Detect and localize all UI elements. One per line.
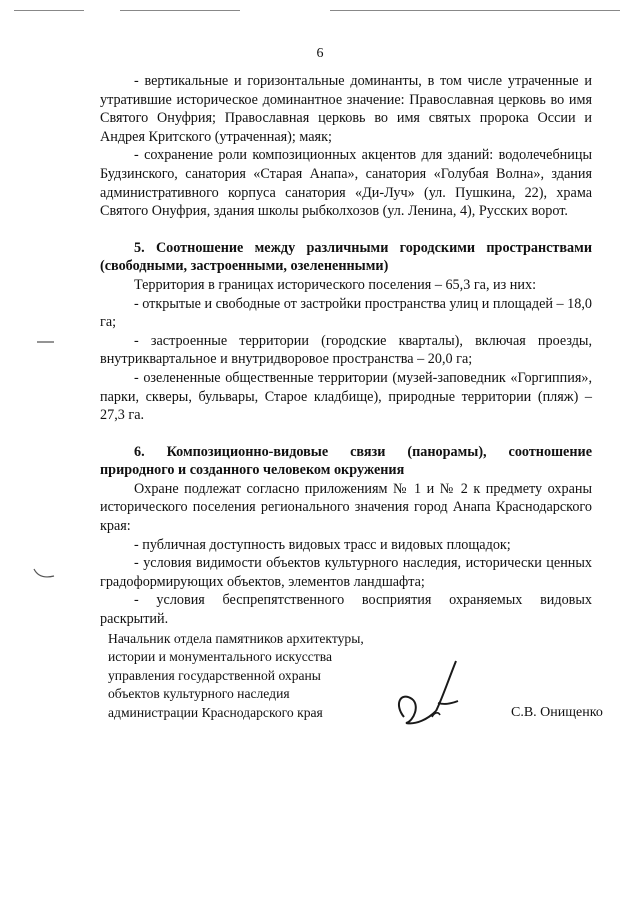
paragraph-built-areas: - застроенные территории (городские кварталы), включая проезды, внутриквартальное и внутридворовое пространства – 20,0 га; xyxy=(100,332,592,368)
paragraph-dominants: - вертикальные и горизонтальные доминанты, в том числе утраченные и утратившие историческое доминантное значение: Православная церковь во имя Святого Онуфрия; Православная церковь во имя святых пророка Оссии и Андрея Критского (утраченная); маяк; xyxy=(100,73,592,145)
signatory-name: С.В. Онищенко xyxy=(511,705,603,720)
paragraph-protection: Охране подлежат согласно приложениям № 1 и № 2 к предмету охраны исторического поселения регионального значения город Анапа Краснодарского края: xyxy=(100,480,592,535)
paragraph-visibility: - условия видимости объектов культурного наследия, исторически ценных градоформирующих объектов, элементов ландшафта; xyxy=(100,555,592,590)
scan-edge-line xyxy=(120,10,240,11)
handwritten-signature xyxy=(392,655,472,735)
signatory-line: истории и монументального искусства xyxy=(108,649,333,665)
page-number: 6 xyxy=(316,46,324,61)
scan-margin-mark xyxy=(32,566,56,580)
paragraph-green-areas: - озелененные общественные территории (музей-заповедник «Горгиппия», парки, скверы, бульвары, Старое кладбище), природные территории (пляж) – 27,3 га. xyxy=(100,369,592,424)
paragraph-perception: - условия беспрепятственного восприятия охраняемых видовых раскрытий. xyxy=(100,592,592,628)
paragraph-view-access: - публичная доступность видовых трасс и видовых площадок; xyxy=(134,536,511,553)
scan-edge-line xyxy=(14,10,84,11)
paragraph-territory: Территория в границах исторического поселения – 65,3 га, из них: xyxy=(134,276,537,293)
signatory-line: управления государственной охраны xyxy=(108,667,321,683)
section-heading-5: 5. Соотношение между различными городскими пространствами (свободными, застроенными, озелененными) xyxy=(100,239,592,275)
section-heading-6: 6. Композиционно-видовые связи (панорамы), соотношение природного и созданного человеком окружения xyxy=(100,443,592,479)
signatory-line: администрации Краснодарского края xyxy=(108,704,323,720)
paragraph-open-spaces: - открытые и свободные от застройки пространства улиц и площадей – 18,0 га; xyxy=(100,295,592,331)
document-body xyxy=(100,72,592,629)
paragraph-accents: - сохранение роли композиционных акцентов для зданий: водолечебницы Будзинского, санатория «Старая Анапа», санатория «Голубая Волна», здания административного корпуса санатория «Ди-Луч» (ул. Пушкина, 22), храма Святого Онуфрия, здания школы рыбколхозов (ул. Ленина, 4), Русских ворот. xyxy=(100,147,592,220)
signatory-line: Начальник отдела памятников архитектуры, xyxy=(108,631,364,646)
signatory-line: объектов культурного наследия xyxy=(108,686,290,702)
scan-margin-mark xyxy=(36,338,56,346)
scan-edge-line xyxy=(330,10,620,11)
signatory-title xyxy=(108,630,364,722)
